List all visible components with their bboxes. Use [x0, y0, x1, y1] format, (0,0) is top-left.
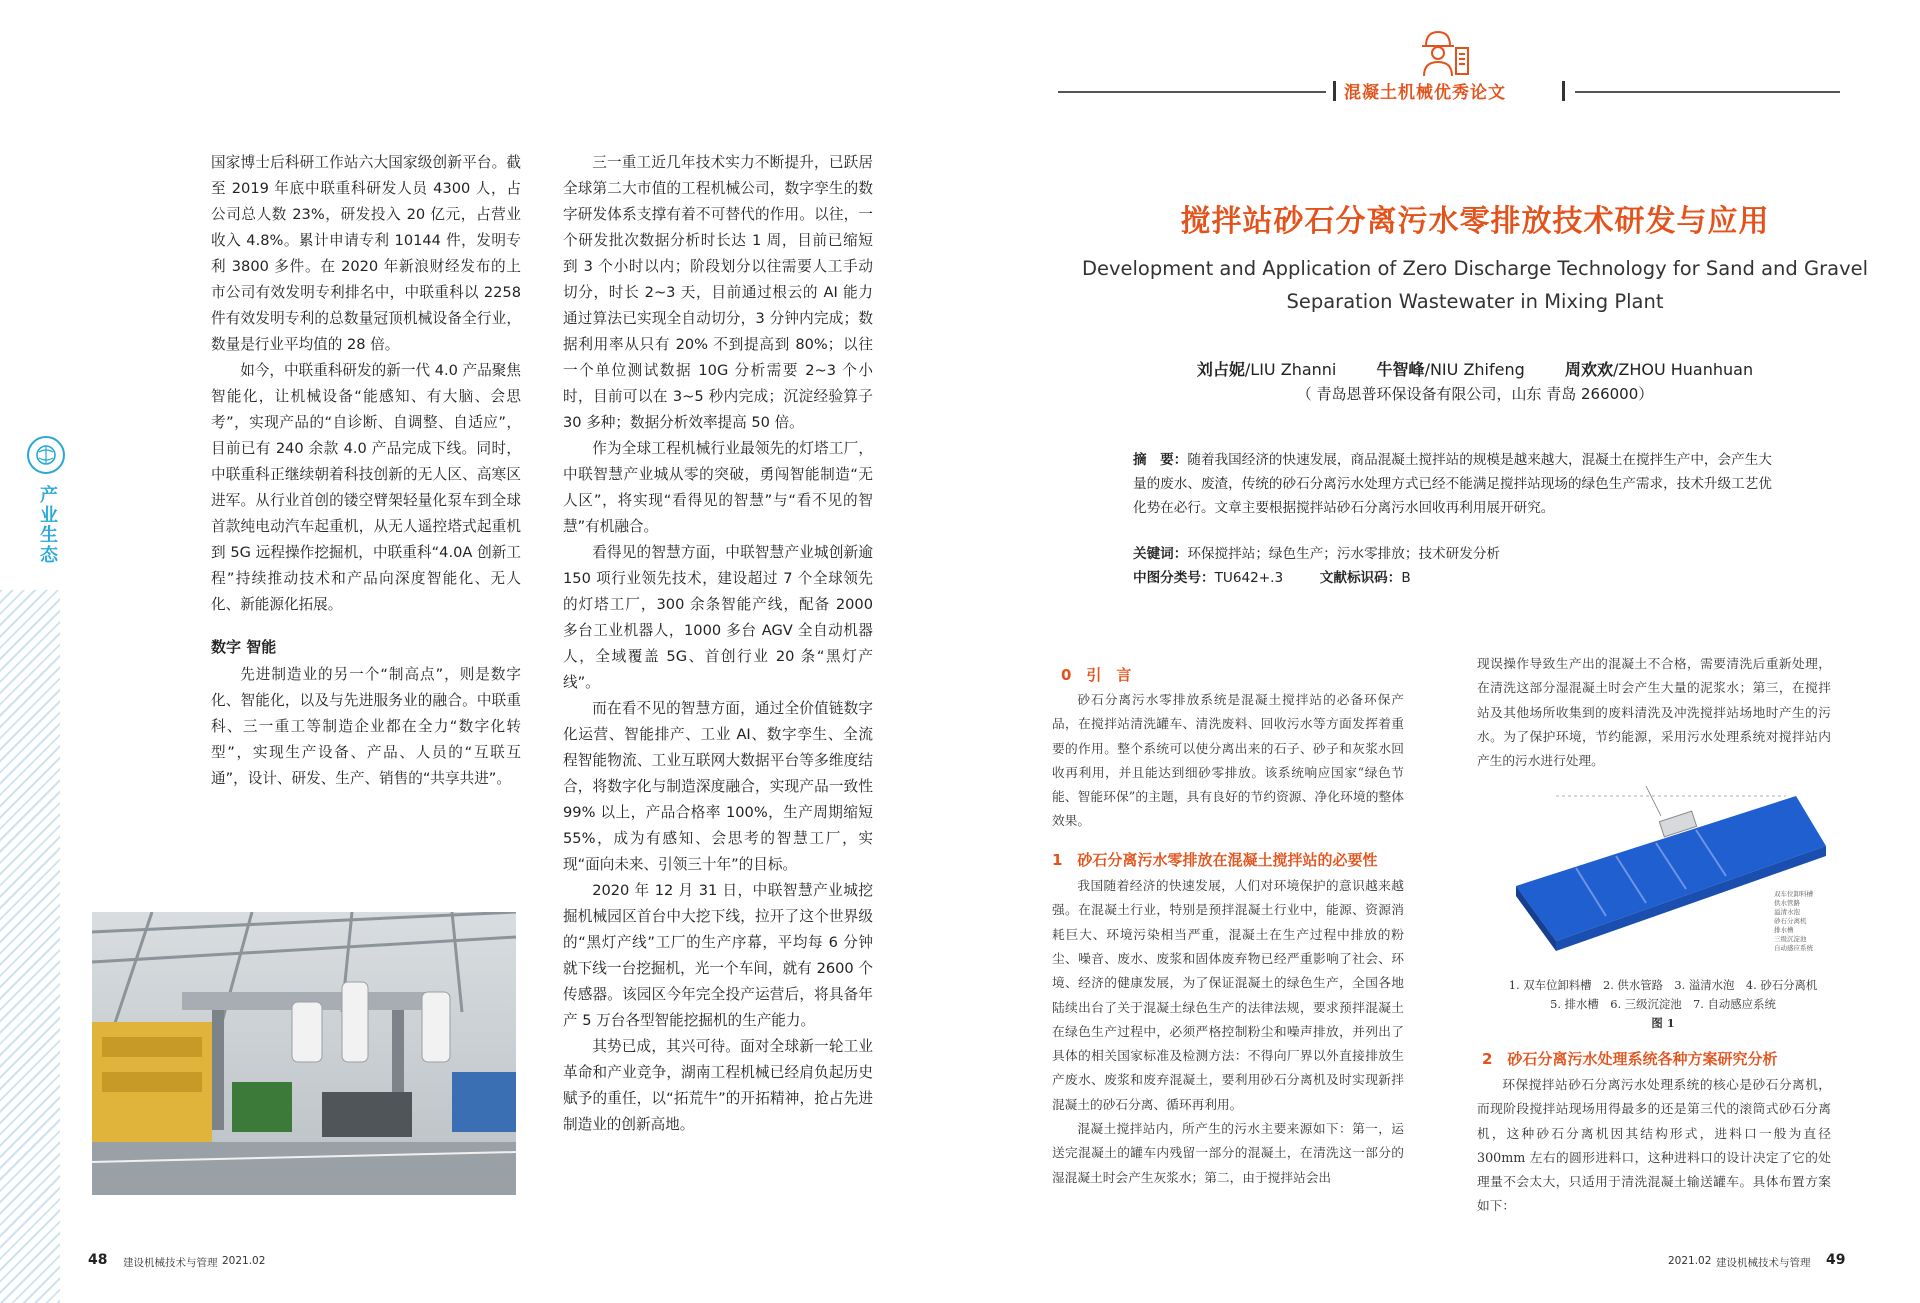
paragraph: 砂石分离污水零排放系统是混凝土搅拌站的必备环保产品，在搅拌站清洗罐车、清洗废料、回收污水等方面发挥着重要的作用。整个系统可以使分离出来的石子、砂子和灰浆水回收再利用，并且能达到细砂零排放。该系统响应国家“绿色节能、智能环保”的主题，具有良好的节约资源、净化环境的整体效果。	[1052, 692, 1404, 829]
globe-icon	[35, 444, 57, 466]
paragraph: 我国随着经济的快速发展，人们对环境保护的意识越来越强。在混凝土行业，特别是预拌混凝土行业中，能源、资源消耗巨大、环境污染相当严重，混凝土在生产过程中排放的粉尘、噪音、废水、废浆和固体废弃物已经严重影响了社会、环境、经济的健康发展，为了保证混凝土的绿色生产，全国各地陆续出台了关于混凝土绿色生产的法律法规，要求预拌混凝土在绿色生产过程中，必须严格控制粉尘和噪声排放，并列出了具体的相关国家标准及检测方法：不得向厂界以外直接排放生产废水、废浆和废弃混凝土，要利用砂石分离机及时实现新拌混凝土的砂石分离、循环再利用。	[1052, 878, 1404, 1112]
header-rule-right	[1575, 91, 1840, 93]
figure-small-labels	[1774, 890, 1813, 953]
footer-journal-left: 建设机械技术与管理	[123, 1257, 218, 1269]
cls-value: TU642+.3	[1214, 570, 1284, 586]
doc-value: B	[1401, 570, 1411, 586]
article-title-en	[1060, 252, 1890, 318]
paragraph: 三一重工近几年技术实力不断提升，已跃居全球第二大市值的工程机械公司，数字孪生的数字研发体系支撑有着不可替代的作用。以往，一个研发批次数据分析时长达 1 周，目前已缩短到 3 个小时以内；阶段划分以往需要人工手动切分，时长 2~3 天，目前通过根云的 AI 能力通过算法已实现全自动切分，3 分钟内完成；数据利用率从只有 20% 不到提高到 80%；以往一个单位测试数据 10G 分析需要 2~3 个小时，目前可以在 3~5 秒内完成；沉淀经验算子 30 多种；数据分析效率提高 50 倍。	[563, 154, 873, 431]
fig-label: 溢清水泡	[1774, 908, 1800, 916]
fig-label: 供水管路	[1774, 899, 1800, 907]
paragraph: 其势已成，其兴可待。面对全球新一轮工业革命和产业竞争，湖南工程机械已经肩负起历史赋予的重任，以“拓荒牛”的开拓精神，抢占先进制造业的创新高地。	[563, 1038, 873, 1133]
article-title-cn: 搅拌站砂石分离污水零排放技术研发与应用	[1180, 204, 1770, 239]
legend-line-1: 1. 双车位卸料槽 2. 供水管路 3. 溢清水泡 4. 砂石分离机	[1508, 978, 1818, 992]
keywords-text: 环保搅拌站；绿色生产；污水零排放；技术研发分析	[1187, 546, 1501, 562]
paragraph: 先进制造业的另一个“制高点”，则是数字化、智能化，以及与先进服务业的融合。中联重科、三一重工等制造企业都在全力“数字化转型”，实现生产设备、产品、人员的“互联互通”，设计、研发、生产、销售的“共享共进”。	[211, 666, 521, 787]
title-en-line-1: Development and Application of Zero Discharge Technology for Sand and Gravel	[1081, 257, 1869, 280]
header-bar-left	[1333, 81, 1336, 101]
paragraph: 如今，中联重科研发的新一代 4.0 产品聚焦智能化，让机械设备“能感知、有大脑、会思考”，实现产品的“自诊断、自调整、自适应”，目前已有 240 余款 4.0 产品完成下线。同时，中联重科正继续朝着科技创新的无人区、高寒区进军。从行业首创的镂空臂架轻量化泵车到全球首款纯电动汽车起重机，从无人遥控塔式起重机到 5G 远程操作挖掘机，中联重科“4.0A 创新工程”持续推动技术和产品向深度智能化、无人化、新能源化拓展。	[211, 362, 521, 613]
factory-photo	[92, 912, 516, 1195]
paragraph: 混凝土搅拌站内，所产生的污水主要来源如下：第一，运送完混凝土的罐车内残留一部分的混凝土，在清洗这一部分的湿混凝土时会产生灰浆水；第二，由于搅拌站会出	[1052, 1121, 1404, 1185]
footer-issue-right: 2021.02	[1668, 1255, 1712, 1267]
doc-label: 文献标识码：	[1319, 570, 1402, 586]
paragraph: 环保搅拌站砂石分离污水处理系统的核心是砂石分离机，而现阶段搅拌站现场用得最多的还是第三代的滚筒式砂石分离机，这种砂石分离机因其结构形式，进料口一般为直径 300mm 左右的圆形进料口，这种进料口的设计决定了它的处理量不会太大，只适用于清洗混凝土输送罐车。具体布置方案如下：	[1477, 1077, 1831, 1214]
paragraph: 看得见的智慧方面，中联智慧产业城创新逾 150 项行业领先技术，建设超过 7 个全球领先的灯塔工厂，300 余条智能产线，配备 2000 多台工业机器人，1000 多台 AGV 全自动机器人，全域覆盖 5G、首创行业 20 条“黑灯产线”。	[563, 544, 873, 691]
author-1-en: /LIU Zhanni	[1244, 360, 1337, 379]
keywords-label: 关键词：	[1133, 546, 1188, 562]
left-column-2	[563, 150, 873, 1138]
subheading: 数字 智能	[211, 638, 277, 656]
section-2-title: 2 砂石分离污水处理系统各种方案研究分析	[1482, 1050, 1778, 1068]
author-2-cn: 牛智峰	[1376, 360, 1425, 379]
cls-label: 中图分类号：	[1133, 570, 1215, 586]
left-column-1	[211, 150, 521, 792]
figure-caption: 图 1	[1651, 1016, 1675, 1030]
abstract-text: 随着我国经济的快速发展，商品混凝土搅拌站的规模是越来越大，混凝土在搅拌生产中，会产生大量的废水、废渣，传统的砂石分离污水处理方式已经不能满足搅拌站现场的绿色生产需求，技术升级工艺优化势在必行。文章主要根据搅拌站砂石分离污水回收再利用展开研究。	[1133, 452, 1772, 516]
paragraph: 2020 年 12 月 31 日，中联智慧产业城挖掘机械园区首台中大挖下线，拉开了这个世界级的“黑灯产线”工厂的生产序幕，平均每 6 分钟就下线一台挖掘机，光一个车间，就有 2600 个传感器。该园区今年完全投产运营后，将具备年产 5 万台各型智能挖掘机的生产能力。	[563, 882, 873, 1029]
header-title: 混凝土机械优秀论文	[1344, 83, 1506, 103]
figure-legend	[1477, 976, 1849, 1033]
fig-label: 三级沉淀池	[1774, 935, 1807, 943]
author-1-cn: 刘占妮	[1196, 360, 1245, 379]
abstract-label: 摘 要：	[1133, 452, 1188, 468]
author-3-cn: 周欢欢	[1564, 360, 1613, 379]
legend-line-2: 5. 排水槽 6. 三级沉淀池 7. 自动感应系统	[1550, 997, 1776, 1011]
section-0-title: 0 引 言	[1061, 666, 1132, 684]
classification	[1133, 566, 1793, 590]
header-bar-right	[1562, 81, 1565, 101]
authors	[1060, 357, 1890, 380]
header-rule-left	[1058, 91, 1326, 93]
title-en-line-2: Separation Wastewater in Mixing Plant	[1286, 290, 1664, 313]
abstract	[1133, 448, 1773, 520]
right-column-1	[1052, 688, 1404, 1190]
worker-helmet-icon	[1414, 26, 1472, 78]
fig-label: 双车位卸料槽	[1774, 890, 1813, 898]
page-number-right: 49	[1826, 1252, 1846, 1268]
section-1-title: 1 砂石分离污水零排放在混凝土搅拌站的必要性	[1052, 850, 1378, 869]
right-column-2-lower	[1477, 1073, 1831, 1219]
affiliation: （ 青岛恩普环保设备有限公司，山东 青岛 266000）	[1296, 385, 1654, 403]
paragraph: 作为全球工程机械行业最领先的灯塔工厂，中联智慧产业城从零的突破，勇闯智能制造“无人区”，将实现“看得见的智慧”与“看不见的智慧”有机融合。	[563, 440, 873, 535]
decorative-stripe	[0, 590, 60, 1303]
fig-label: 砂石分离机	[1774, 917, 1807, 925]
author-3-en: /ZHOU Huanhuan	[1612, 360, 1754, 379]
paragraph: 国家博士后科研工作站六大国家级创新平台。截至 2019 年底中联重科研发人员 4300 人，占公司总人数 23%，研发投入 20 亿元，占营业收入 4.8%。累计申请专利 10144 件，发明专利 3800 多件。在 2020 年新浪财经发布的上市公司有效发明专利排名中，中联重科以 2258 件有效发明专利的总数量冠顶机械设备全行业，数量是行业平均值的 28 倍。	[211, 154, 521, 353]
author-2-en: /NIU Zhifeng	[1424, 360, 1525, 379]
section-side-label: 产业生态	[37, 485, 58, 565]
fig-label: 自动感应系统	[1774, 944, 1813, 952]
right-column-2	[1477, 652, 1831, 773]
footer-journal-right: 建设机械技术与管理	[1716, 1257, 1811, 1269]
paragraph: 而在看不见的智慧方面，通过全价值链数字化运营、智能排产、工业 AI、数字孪生、全流程智能物流、工业互联网大数据平台等多维度结合，将数字化与制造深度融合，实现产品一致性 99% 以上，产品合格率 100%，生产周期缩短 55%，成为有感知、会思考的智慧工厂，实现“面向未来、引领三十年”的目标。	[563, 700, 873, 873]
footer-issue-left: 2021.02	[222, 1255, 266, 1267]
paragraph: 现误操作导致生产出的混凝土不合格，需要清洗后重新处理，在清洗这部分湿混凝土时会产生大量的泥浆水；第三，在搅拌站及其他场所收集到的废料清洗及冲洗搅拌站场地时产生的污水。为了保护环境，节约能源，采用污水处理系统对搅拌站内产生的污水进行处理。	[1477, 656, 1831, 769]
fig-label: 排水槽	[1774, 926, 1794, 934]
keywords	[1133, 542, 1793, 566]
page-number-left: 48	[88, 1252, 108, 1268]
section-circle-icon	[27, 436, 65, 474]
